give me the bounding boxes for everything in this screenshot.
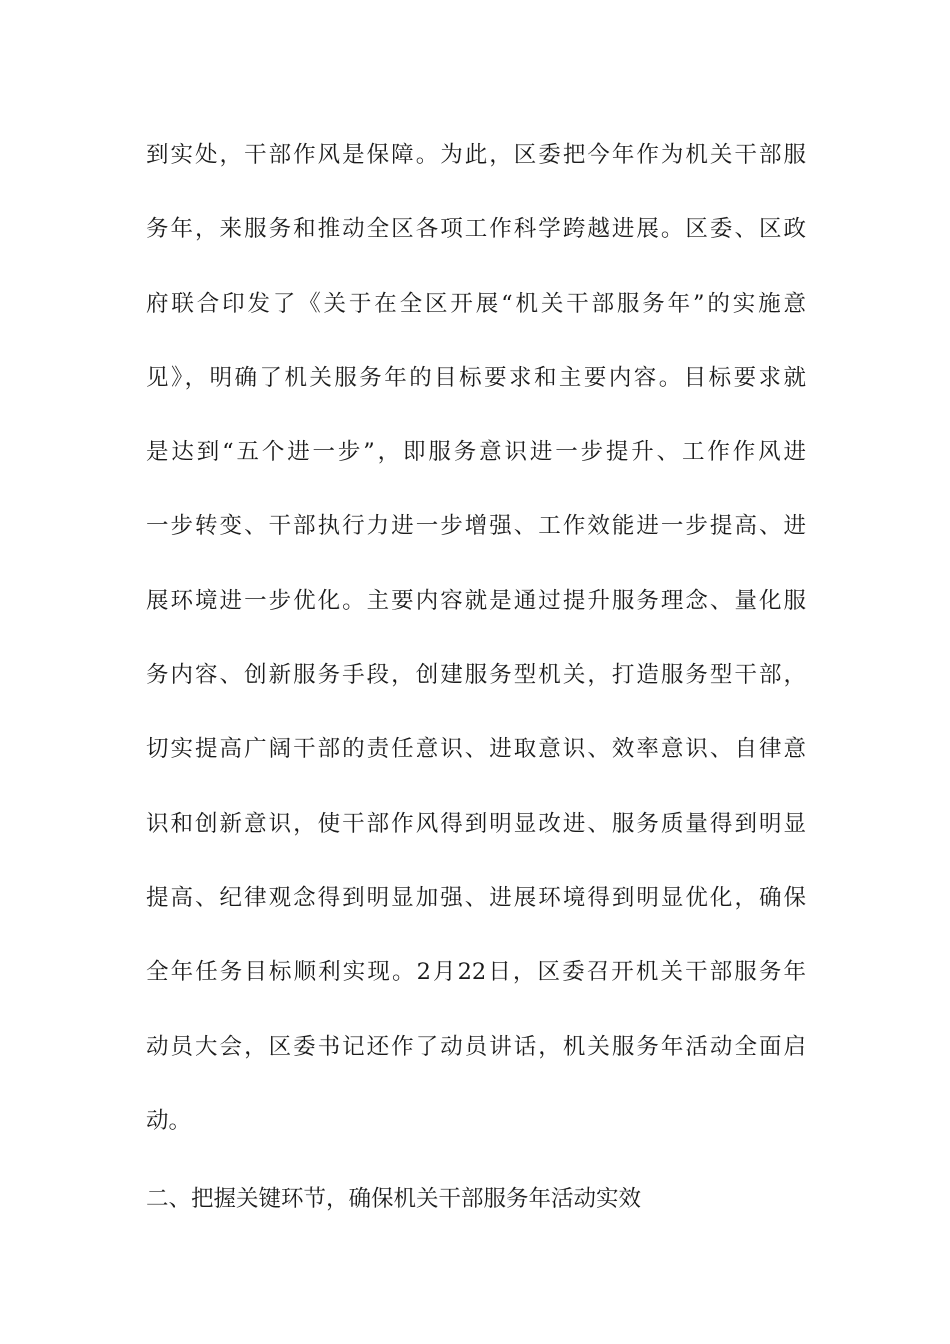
paragraph-line: 识和创新意识，使干部作风得到明显改进、服务质量得到明显 [146,810,806,837]
paragraph-line: 动员大会，区委书记还作了动员讲话，机关服务年活动全面启 [146,1033,806,1060]
paragraph-line: 务年，来服务和推动全区各项工作科学跨越进展。区委、区政 [146,216,806,243]
paragraph-line: 全年任务目标顺利实现。2月22日，区委召开机关干部服务年 [146,959,806,986]
section-heading: 二、把握关键环节，确保机关干部服务年活动实效 [146,1186,642,1212]
paragraph-line: 一步转变、干部执行力进一步增强、工作效能进一步提高、进 [146,513,806,540]
body-paragraph [146,133,806,1173]
paragraph-line: 提高、纪律观念得到明显加强、进展环境得到明显优化，确保 [146,884,806,911]
paragraph-line: 到实处，干部作风是保障。为此，区委把今年作为机关干部服 [146,142,806,168]
paragraph-line: 务内容、创新服务手段，创建服务型机关，打造服务型干部， [146,662,806,689]
paragraph-line: 府联合印发了《关于在全区开展“机关干部服务年”的实施意 [146,290,806,317]
paragraph-line: 动。 [146,1107,192,1134]
paragraph-line: 是达到“五个进一步”，即服务意识进一步提升、工作作风进 [146,439,806,466]
paragraph-line: 见》，明确了机关服务年的目标要求和主要内容。目标要求就 [146,364,806,391]
paragraph-line: 展环境进一步优化。主要内容就是通过提升服务理念、量化服 [146,587,806,614]
paragraph-line: 切实提高广阔干部的责任意识、进取意识、效率意识、自律意 [146,736,806,763]
